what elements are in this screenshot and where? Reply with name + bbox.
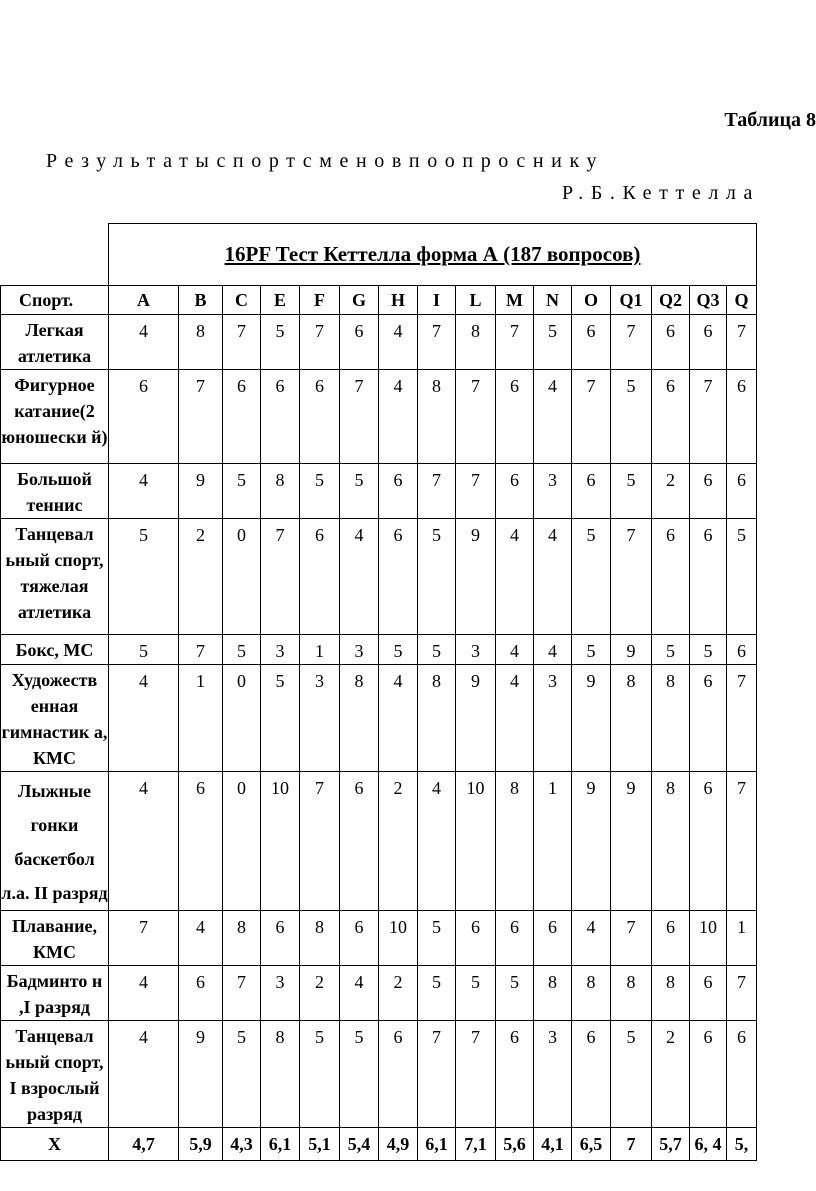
score-cell: 7 (611, 315, 652, 370)
score-cell: 9 (456, 519, 496, 635)
sport-cell: Художеств енная гимнастик а, КМС (1, 665, 109, 772)
score-cell: 3 (340, 635, 379, 665)
mean-cell: 6,1 (261, 1128, 300, 1161)
score-cell: 4 (340, 519, 379, 635)
score-cell: 7 (690, 370, 727, 464)
score-cell: 7 (223, 966, 261, 1021)
column-header: E (261, 286, 300, 315)
column-header: N (534, 286, 572, 315)
score-cell: 9 (611, 772, 652, 911)
score-cell: 5 (109, 635, 179, 665)
mean-row (1, 1128, 757, 1161)
score-cell: 6 (690, 464, 727, 519)
score-cell: 5 (109, 519, 179, 635)
score-cell: 6 (727, 635, 757, 665)
score-cell: 5 (652, 635, 690, 665)
mean-cell: 5,1 (300, 1128, 340, 1161)
score-cell: 10 (456, 772, 496, 911)
score-cell: 7 (261, 519, 300, 635)
table-row (1, 1021, 757, 1128)
score-cell: 9 (572, 772, 611, 911)
table-number: Таблица 8 (724, 109, 816, 131)
score-cell: 4 (534, 519, 572, 635)
column-header: A (109, 286, 179, 315)
score-cell: 2 (652, 464, 690, 519)
blank-cell (1, 224, 109, 286)
score-cell: 6 (534, 911, 572, 966)
score-cell: 1 (534, 772, 572, 911)
score-cell: 0 (223, 665, 261, 772)
table-row (1, 635, 757, 665)
score-cell: 7 (223, 315, 261, 370)
score-cell: 5 (611, 1021, 652, 1128)
score-cell: 7 (418, 464, 456, 519)
score-cell: 9 (572, 665, 611, 772)
mean-cell: 5,4 (340, 1128, 379, 1161)
score-cell: 6 (572, 315, 611, 370)
score-cell: 4 (109, 1021, 179, 1128)
score-cell: 8 (572, 966, 611, 1021)
score-cell: 6 (109, 370, 179, 464)
score-cell: 5 (300, 464, 340, 519)
score-cell: 8 (340, 665, 379, 772)
score-cell: 5 (223, 464, 261, 519)
mean-cell: 4,3 (223, 1128, 261, 1161)
table-row (1, 464, 757, 519)
column-header: H (379, 286, 418, 315)
score-cell: 4 (379, 315, 418, 370)
score-cell: 4 (534, 635, 572, 665)
score-cell: 6 (690, 772, 727, 911)
score-cell: 8 (611, 966, 652, 1021)
score-cell: 6 (572, 1021, 611, 1128)
column-header: L (456, 286, 496, 315)
score-cell: 1 (179, 665, 223, 772)
score-cell: 2 (652, 1021, 690, 1128)
score-cell: 4 (379, 370, 418, 464)
table-row (1, 315, 757, 370)
score-cell: 6 (727, 1021, 757, 1128)
score-cell: 7 (109, 911, 179, 966)
score-cell: 5 (261, 315, 300, 370)
sport-cell: Плавание, КМС (1, 911, 109, 966)
score-cell: 4 (109, 772, 179, 911)
score-cell: 2 (300, 966, 340, 1021)
score-cell: 7 (572, 370, 611, 464)
score-cell: 5 (418, 635, 456, 665)
score-cell: 0 (223, 772, 261, 911)
mean-cell: 5,9 (179, 1128, 223, 1161)
score-cell: 6 (652, 315, 690, 370)
column-header: F (300, 286, 340, 315)
score-cell: 5 (496, 966, 534, 1021)
score-cell: 5 (534, 315, 572, 370)
table-caption-line-2: Р.Б.Кеттелла (562, 182, 760, 204)
score-cell: 8 (261, 1021, 300, 1128)
table-title-row (1, 224, 757, 286)
mean-cell: 6,5 (572, 1128, 611, 1161)
score-cell: 5 (572, 519, 611, 635)
score-cell: 3 (534, 665, 572, 772)
score-cell: 7 (340, 370, 379, 464)
score-cell: 7 (300, 315, 340, 370)
table-row (1, 370, 757, 464)
score-cell: 6 (340, 315, 379, 370)
score-cell: 9 (179, 1021, 223, 1128)
mean-label: X (1, 1128, 109, 1161)
mean-cell: 5,7 (652, 1128, 690, 1161)
mean-cell: 7 (611, 1128, 652, 1161)
score-cell: 7 (727, 966, 757, 1021)
score-cell: 7 (456, 1021, 496, 1128)
score-cell: 5 (611, 464, 652, 519)
score-cell: 5 (261, 665, 300, 772)
score-cell: 5 (418, 966, 456, 1021)
table-row (1, 519, 757, 635)
score-cell: 4 (109, 464, 179, 519)
table-header: 16PF Тест Кеттелла форма А (187 вопросов) (109, 224, 757, 286)
score-cell: 4 (109, 315, 179, 370)
score-cell: 9 (456, 665, 496, 772)
mean-cell: 6, 4 (690, 1128, 727, 1161)
score-cell: 5 (690, 635, 727, 665)
score-cell: 6 (572, 464, 611, 519)
score-cell: 8 (300, 911, 340, 966)
score-cell: 8 (534, 966, 572, 1021)
table-row (1, 772, 757, 911)
score-cell: 10 (261, 772, 300, 911)
score-cell: 6 (300, 370, 340, 464)
column-header: C (223, 286, 261, 315)
sport-column-header: Спорт. (1, 286, 109, 315)
score-cell: 5 (611, 370, 652, 464)
score-cell: 4 (496, 635, 534, 665)
score-cell: 6 (179, 966, 223, 1021)
score-cell: 8 (652, 772, 690, 911)
sport-cell: Фигурное катание(2 юношески й) (1, 370, 109, 464)
mean-cell: 6,1 (418, 1128, 456, 1161)
score-cell: 6 (223, 370, 261, 464)
sport-cell: Танцевал ьный спорт, I взрослый разряд (1, 1021, 109, 1128)
score-cell: 8 (261, 464, 300, 519)
score-cell: 6 (340, 772, 379, 911)
score-cell: 6 (379, 464, 418, 519)
column-header: Q2 (652, 286, 690, 315)
score-cell: 7 (456, 370, 496, 464)
mean-cell: 5,6 (496, 1128, 534, 1161)
score-cell: 6 (690, 665, 727, 772)
score-cell: 6 (496, 370, 534, 464)
score-cell: 4 (418, 772, 456, 911)
score-cell: 3 (456, 635, 496, 665)
sport-cell: Большой теннис (1, 464, 109, 519)
sport-cell: Бадминто н ,I разряд (1, 966, 109, 1021)
score-cell: 5 (340, 464, 379, 519)
score-cell: 3 (300, 665, 340, 772)
cattell-results-table (0, 223, 757, 1161)
score-cell: 5 (456, 966, 496, 1021)
score-cell: 5 (418, 519, 456, 635)
score-cell: 3 (534, 464, 572, 519)
score-cell: 7 (456, 464, 496, 519)
score-cell: 10 (379, 911, 418, 966)
score-cell: 8 (179, 315, 223, 370)
score-cell: 6 (652, 911, 690, 966)
score-cell: 7 (418, 1021, 456, 1128)
mean-cell: 7,1 (456, 1128, 496, 1161)
score-cell: 6 (300, 519, 340, 635)
score-cell: 1 (300, 635, 340, 665)
column-header: Q3 (690, 286, 727, 315)
score-cell: 7 (611, 519, 652, 635)
score-cell: 2 (379, 772, 418, 911)
score-cell: 8 (418, 665, 456, 772)
table-row (1, 911, 757, 966)
score-cell: 8 (652, 966, 690, 1021)
score-cell: 3 (261, 966, 300, 1021)
score-cell: 8 (223, 911, 261, 966)
score-cell: 6 (179, 772, 223, 911)
column-header: I (418, 286, 456, 315)
column-header: O (572, 286, 611, 315)
score-cell: 7 (496, 315, 534, 370)
score-cell: 8 (496, 772, 534, 911)
score-cell: 5 (418, 911, 456, 966)
score-cell: 6 (340, 911, 379, 966)
column-header: G (340, 286, 379, 315)
score-cell: 4 (340, 966, 379, 1021)
score-cell: 6 (690, 519, 727, 635)
mean-cell: 4,7 (109, 1128, 179, 1161)
score-cell: 4 (109, 966, 179, 1021)
score-cell: 7 (300, 772, 340, 911)
mean-cell: 5, (727, 1128, 757, 1161)
score-cell: 6 (652, 370, 690, 464)
score-cell: 4 (379, 665, 418, 772)
sport-cell: Бокс, МС (1, 635, 109, 665)
table-caption-line-1: Результатыспортсменовпоопроснику (46, 150, 605, 172)
score-cell: 7 (727, 315, 757, 370)
score-cell: 6 (690, 1021, 727, 1128)
score-cell: 3 (261, 635, 300, 665)
column-header: B (179, 286, 223, 315)
table-row (1, 665, 757, 772)
score-cell: 5 (223, 1021, 261, 1128)
score-cell: 7 (727, 665, 757, 772)
score-cell: 6 (379, 519, 418, 635)
score-cell: 6 (456, 911, 496, 966)
score-cell: 7 (418, 315, 456, 370)
score-cell: 9 (611, 635, 652, 665)
column-header: Q1 (611, 286, 652, 315)
score-cell: 0 (223, 519, 261, 635)
score-cell: 4 (534, 370, 572, 464)
mean-cell: 4,9 (379, 1128, 418, 1161)
score-cell: 7 (179, 635, 223, 665)
score-cell: 6 (496, 1021, 534, 1128)
table-row (1, 966, 757, 1021)
score-cell: 5 (300, 1021, 340, 1128)
score-cell: 6 (261, 911, 300, 966)
score-cell: 2 (379, 966, 418, 1021)
column-header: Q (727, 286, 757, 315)
score-cell: 5 (223, 635, 261, 665)
mean-cell: 4,1 (534, 1128, 572, 1161)
score-cell: 5 (727, 519, 757, 635)
score-cell: 6 (690, 315, 727, 370)
column-header: M (496, 286, 534, 315)
score-cell: 7 (179, 370, 223, 464)
score-cell: 7 (611, 911, 652, 966)
score-cell: 7 (727, 772, 757, 911)
score-cell: 3 (534, 1021, 572, 1128)
score-cell: 2 (179, 519, 223, 635)
score-cell: 9 (179, 464, 223, 519)
score-cell: 10 (690, 911, 727, 966)
score-cell: 6 (496, 911, 534, 966)
score-cell: 8 (456, 315, 496, 370)
sport-cell: Танцевал ьный спорт, тяжелая атлетика (1, 519, 109, 635)
score-cell: 4 (572, 911, 611, 966)
score-cell: 8 (652, 665, 690, 772)
column-header-row (1, 286, 757, 315)
score-cell: 6 (652, 519, 690, 635)
score-cell: 1 (727, 911, 757, 966)
score-cell: 4 (109, 665, 179, 772)
score-cell: 5 (379, 635, 418, 665)
score-cell: 6 (379, 1021, 418, 1128)
sport-cell: Лыжные гонки баскетбол л.а. II разряд (1, 772, 109, 911)
score-cell: 6 (727, 464, 757, 519)
score-cell: 5 (572, 635, 611, 665)
score-cell: 8 (611, 665, 652, 772)
score-cell: 4 (496, 519, 534, 635)
score-cell: 4 (179, 911, 223, 966)
score-cell: 6 (261, 370, 300, 464)
score-cell: 5 (340, 1021, 379, 1128)
score-cell: 6 (690, 966, 727, 1021)
score-cell: 4 (496, 665, 534, 772)
score-cell: 8 (418, 370, 456, 464)
score-cell: 6 (727, 370, 757, 464)
score-cell: 6 (496, 464, 534, 519)
sport-cell: Легкая атлетика (1, 315, 109, 370)
